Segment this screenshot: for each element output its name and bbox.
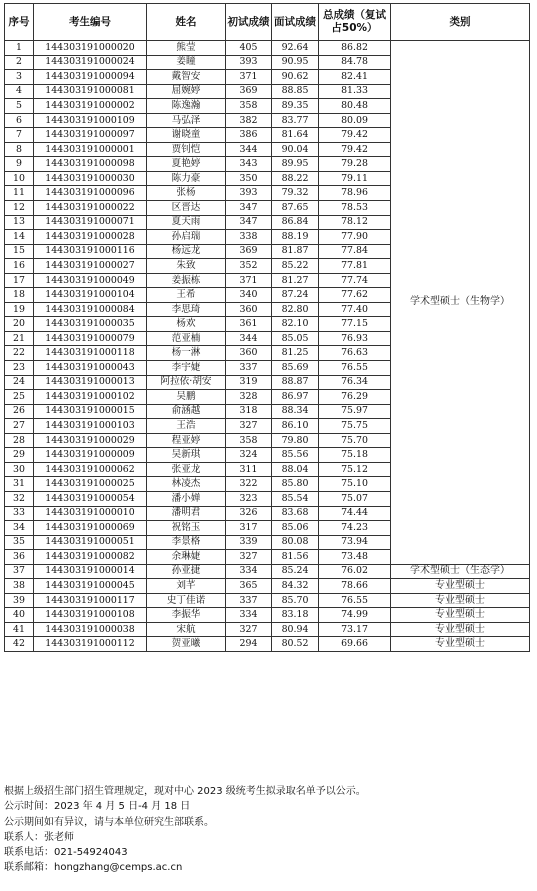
cell-total-score: 77.90: [319, 230, 391, 245]
cell-prelim-score: 360: [226, 302, 272, 317]
cell-prelim-score: 393: [226, 186, 272, 201]
cell-interview-score: 84.32: [272, 579, 319, 594]
cell-prelim-score: 358: [226, 433, 272, 448]
cell-name: 李振华: [147, 608, 226, 623]
cell-exam-no: 144303191000118: [34, 346, 147, 361]
cell-seq: 14: [5, 230, 34, 245]
cell-total-score: 73.17: [319, 622, 391, 637]
cell-total-score: 78.12: [319, 215, 391, 230]
cell-prelim-score: 311: [226, 462, 272, 477]
cell-exam-no: 144303191000071: [34, 215, 147, 230]
cell-exam-no: 144303191000104: [34, 288, 147, 303]
cell-exam-no: 144303191000035: [34, 317, 147, 332]
cell-prelim-score: 393: [226, 55, 272, 70]
cell-exam-no: 144303191000103: [34, 419, 147, 434]
cell-prelim-score: 344: [226, 331, 272, 346]
cell-interview-score: 81.64: [272, 128, 319, 143]
cell-total-score: 73.94: [319, 535, 391, 550]
cell-prelim-score: 319: [226, 375, 272, 390]
notice-line: 联系人：张老师: [4, 831, 74, 843]
header-interview-score: 面试成绩: [272, 4, 319, 41]
cell-prelim-score: 347: [226, 201, 272, 216]
cell-total-score: 81.33: [319, 84, 391, 99]
cell-name: 姜瞳: [147, 55, 226, 70]
cell-interview-score: 88.85: [272, 84, 319, 99]
cell-seq: 22: [5, 346, 34, 361]
cell-prelim-score: 327: [226, 550, 272, 565]
cell-exam-no: 144303191000082: [34, 550, 147, 565]
cell-interview-score: 85.22: [272, 259, 319, 274]
cell-exam-no: 144303191000102: [34, 390, 147, 405]
notice-line: 公示期间如有异议，请与本单位研究生部联系。: [4, 816, 214, 828]
table-row: [5, 637, 530, 652]
cell-name: 林凌杰: [147, 477, 226, 492]
cell-seq: 18: [5, 288, 34, 303]
cell-name: 阿拉依·胡安: [147, 375, 226, 390]
cell-seq: 35: [5, 535, 34, 550]
cell-exam-no: 144303191000084: [34, 302, 147, 317]
header-name: 姓名: [147, 4, 226, 41]
cell-seq: 38: [5, 579, 34, 594]
cell-interview-score: 85.69: [272, 361, 319, 376]
cell-interview-score: 80.08: [272, 535, 319, 550]
header-prelim-score: 初试成绩: [226, 4, 272, 41]
cell-prelim-score: 350: [226, 171, 272, 186]
cell-prelim-score: 405: [226, 41, 272, 56]
cell-prelim-score: 338: [226, 230, 272, 245]
cell-interview-score: 86.97: [272, 390, 319, 405]
cell-exam-no: 144303191000027: [34, 259, 147, 274]
cell-exam-no: 144303191000112: [34, 637, 147, 652]
cell-exam-no: 144303191000038: [34, 622, 147, 637]
cell-name: 孙启瑞: [147, 230, 226, 245]
cell-category: 专业型硕士: [391, 579, 530, 594]
cell-total-score: 74.99: [319, 608, 391, 623]
cell-total-score: 80.09: [319, 113, 391, 128]
cell-seq: 7: [5, 128, 34, 143]
cell-prelim-score: 322: [226, 477, 272, 492]
cell-interview-score: 90.62: [272, 70, 319, 85]
cell-exam-no: 144303191000117: [34, 593, 147, 608]
cell-name: 熊莹: [147, 41, 226, 56]
cell-seq: 5: [5, 99, 34, 114]
cell-prelim-score: 326: [226, 506, 272, 521]
cell-prelim-score: 343: [226, 157, 272, 172]
results-table: [4, 3, 530, 652]
cell-seq: 42: [5, 637, 34, 652]
cell-name: 区晋达: [147, 201, 226, 216]
cell-exam-no: 144303191000096: [34, 186, 147, 201]
cell-seq: 8: [5, 142, 34, 157]
cell-prelim-score: 358: [226, 99, 272, 114]
cell-name: 杨远龙: [147, 244, 226, 259]
cell-seq: 37: [5, 564, 34, 579]
notice-line: 联系电话：021-54924043: [4, 847, 128, 859]
notice-line: 根据上级招生部门招生管理规定，现对中心 2023 级统考生拟录取名单予以公示。: [4, 786, 366, 797]
cell-exam-no: 144303191000001: [34, 142, 147, 157]
cell-prelim-score: 317: [226, 521, 272, 536]
admission-list: [4, 3, 530, 652]
cell-seq: 36: [5, 550, 34, 565]
cell-name: 屈婉婷: [147, 84, 226, 99]
cell-prelim-score: 340: [226, 288, 272, 303]
cell-seq: 24: [5, 375, 34, 390]
cell-interview-score: 81.25: [272, 346, 319, 361]
cell-exam-no: 144303191000116: [34, 244, 147, 259]
cell-exam-no: 144303191000081: [34, 84, 147, 99]
cell-total-score: 76.55: [319, 361, 391, 376]
table-row: [5, 579, 530, 594]
cell-exam-no: 144303191000014: [34, 564, 147, 579]
header-exam-no: 考生编号: [34, 4, 147, 41]
cell-exam-no: 144303191000054: [34, 491, 147, 506]
cell-interview-score: 90.04: [272, 142, 319, 157]
cell-exam-no: 144303191000020: [34, 41, 147, 56]
cell-name: 陈逸瀚: [147, 99, 226, 114]
cell-total-score: 76.93: [319, 331, 391, 346]
cell-seq: 12: [5, 201, 34, 216]
cell-prelim-score: 369: [226, 244, 272, 259]
cell-seq: 6: [5, 113, 34, 128]
cell-interview-score: 88.34: [272, 404, 319, 419]
cell-name: 余琳婕: [147, 550, 226, 565]
cell-name: 吴鹏: [147, 390, 226, 405]
cell-total-score: 76.29: [319, 390, 391, 405]
cell-seq: 23: [5, 361, 34, 376]
cell-total-score: 77.15: [319, 317, 391, 332]
cell-name: 杨欢: [147, 317, 226, 332]
cell-exam-no: 144303191000030: [34, 171, 147, 186]
cell-interview-score: 89.35: [272, 99, 319, 114]
cell-name: 程亚婷: [147, 433, 226, 448]
cell-seq: 21: [5, 331, 34, 346]
cell-interview-score: 92.64: [272, 41, 319, 56]
cell-name: 吴新琪: [147, 448, 226, 463]
cell-total-score: 75.12: [319, 462, 391, 477]
cell-name: 朱致: [147, 259, 226, 274]
cell-seq: 19: [5, 302, 34, 317]
cell-total-score: 76.34: [319, 375, 391, 390]
cell-seq: 41: [5, 622, 34, 637]
cell-total-score: 79.28: [319, 157, 391, 172]
cell-category: 专业型硕士: [391, 637, 530, 652]
cell-total-score: 74.23: [319, 521, 391, 536]
cell-seq: 9: [5, 157, 34, 172]
cell-seq: 29: [5, 448, 34, 463]
cell-interview-score: 79.80: [272, 433, 319, 448]
cell-total-score: 79.11: [319, 171, 391, 186]
cell-name: 贾钊恺: [147, 142, 226, 157]
cell-name: 谢晓童: [147, 128, 226, 143]
cell-name: 范亚楠: [147, 331, 226, 346]
cell-name: 张亚龙: [147, 462, 226, 477]
cell-name: 夏艳婷: [147, 157, 226, 172]
header-category: 类别: [391, 4, 530, 41]
cell-prelim-score: 327: [226, 419, 272, 434]
cell-name: 祝铭玉: [147, 521, 226, 536]
cell-interview-score: 81.27: [272, 273, 319, 288]
cell-prelim-score: 339: [226, 535, 272, 550]
cell-name: 戴智安: [147, 70, 226, 85]
cell-seq: 1: [5, 41, 34, 56]
cell-prelim-score: 334: [226, 608, 272, 623]
cell-name: 陈力豪: [147, 171, 226, 186]
cell-name: 张杨: [147, 186, 226, 201]
cell-interview-score: 90.95: [272, 55, 319, 70]
cell-prelim-score: 371: [226, 70, 272, 85]
cell-seq: 10: [5, 171, 34, 186]
cell-prelim-score: 323: [226, 491, 272, 506]
cell-prelim-score: 369: [226, 84, 272, 99]
cell-interview-score: 80.52: [272, 637, 319, 652]
table-row: [5, 564, 530, 579]
cell-exam-no: 144303191000022: [34, 201, 147, 216]
cell-name: 姜振栋: [147, 273, 226, 288]
cell-interview-score: 87.65: [272, 201, 319, 216]
cell-total-score: 74.44: [319, 506, 391, 521]
cell-interview-score: 83.77: [272, 113, 319, 128]
cell-category: 学术型硕士（生态学）: [391, 564, 530, 579]
cell-exam-no: 144303191000051: [34, 535, 147, 550]
cell-total-score: 76.55: [319, 593, 391, 608]
cell-interview-score: 86.10: [272, 419, 319, 434]
cell-seq: 25: [5, 390, 34, 405]
cell-interview-score: 83.68: [272, 506, 319, 521]
cell-total-score: 73.48: [319, 550, 391, 565]
cell-seq: 31: [5, 477, 34, 492]
cell-prelim-score: 386: [226, 128, 272, 143]
cell-interview-score: 82.80: [272, 302, 319, 317]
cell-exam-no: 144303191000109: [34, 113, 147, 128]
cell-name: 贺亚曦: [147, 637, 226, 652]
cell-exam-no: 144303191000009: [34, 448, 147, 463]
cell-interview-score: 79.32: [272, 186, 319, 201]
cell-interview-score: 89.95: [272, 157, 319, 172]
cell-total-score: 77.84: [319, 244, 391, 259]
cell-exam-no: 144303191000010: [34, 506, 147, 521]
cell-category: 学术型硕士（生物学）: [391, 41, 530, 565]
cell-exam-no: 144303191000043: [34, 361, 147, 376]
cell-name: 俞涵越: [147, 404, 226, 419]
cell-total-score: 75.75: [319, 419, 391, 434]
cell-name: 李宇婕: [147, 361, 226, 376]
cell-total-score: 82.41: [319, 70, 391, 85]
table-row: [5, 622, 530, 637]
cell-interview-score: 85.06: [272, 521, 319, 536]
cell-total-score: 77.40: [319, 302, 391, 317]
cell-name: 潘小婵: [147, 491, 226, 506]
cell-interview-score: 85.56: [272, 448, 319, 463]
cell-seq: 30: [5, 462, 34, 477]
cell-total-score: 79.42: [319, 128, 391, 143]
cell-total-score: 75.97: [319, 404, 391, 419]
cell-total-score: 75.07: [319, 491, 391, 506]
cell-interview-score: 85.80: [272, 477, 319, 492]
cell-seq: 33: [5, 506, 34, 521]
cell-prelim-score: 360: [226, 346, 272, 361]
cell-total-score: 75.10: [319, 477, 391, 492]
cell-total-score: 84.78: [319, 55, 391, 70]
notice-line: 公示时间：2023 年 4 月 5 日-4 月 18 日: [4, 801, 191, 813]
cell-exam-no: 144303191000069: [34, 521, 147, 536]
cell-prelim-score: 352: [226, 259, 272, 274]
notice-text: [4, 784, 529, 876]
cell-exam-no: 144303191000025: [34, 477, 147, 492]
cell-interview-score: 85.54: [272, 491, 319, 506]
cell-exam-no: 144303191000079: [34, 331, 147, 346]
cell-interview-score: 81.87: [272, 244, 319, 259]
cell-name: 史丁佳诺: [147, 593, 226, 608]
cell-seq: 27: [5, 419, 34, 434]
cell-total-score: 79.42: [319, 142, 391, 157]
cell-prelim-score: 337: [226, 361, 272, 376]
cell-exam-no: 144303191000062: [34, 462, 147, 477]
cell-name: 夏天雨: [147, 215, 226, 230]
cell-interview-score: 80.94: [272, 622, 319, 637]
cell-prelim-score: 327: [226, 622, 272, 637]
cell-prelim-score: 337: [226, 593, 272, 608]
cell-exam-no: 144303191000024: [34, 55, 147, 70]
cell-interview-score: 81.56: [272, 550, 319, 565]
cell-interview-score: 87.24: [272, 288, 319, 303]
cell-seq: 39: [5, 593, 34, 608]
cell-seq: 11: [5, 186, 34, 201]
notice-line: 联系邮箱：hongzhang@cemps.ac.cn: [4, 862, 183, 874]
cell-interview-score: 85.05: [272, 331, 319, 346]
header-total-score: 总成绩（复试占50%）: [319, 4, 391, 41]
cell-prelim-score: 344: [226, 142, 272, 157]
table-row: [5, 593, 530, 608]
cell-total-score: 78.96: [319, 186, 391, 201]
cell-category: 专业型硕士: [391, 622, 530, 637]
cell-name: 王希: [147, 288, 226, 303]
cell-prelim-score: 318: [226, 404, 272, 419]
cell-interview-score: 88.22: [272, 171, 319, 186]
cell-exam-no: 144303191000098: [34, 157, 147, 172]
table-row: [5, 608, 530, 623]
cell-name: 马弘泽: [147, 113, 226, 128]
cell-seq: 20: [5, 317, 34, 332]
cell-seq: 15: [5, 244, 34, 259]
cell-seq: 32: [5, 491, 34, 506]
table-body: [5, 41, 530, 652]
cell-exam-no: 144303191000015: [34, 404, 147, 419]
cell-exam-no: 144303191000029: [34, 433, 147, 448]
cell-exam-no: 144303191000094: [34, 70, 147, 85]
cell-seq: 40: [5, 608, 34, 623]
cell-prelim-score: 328: [226, 390, 272, 405]
header-seq: 序号: [5, 4, 34, 41]
cell-total-score: 78.53: [319, 201, 391, 216]
cell-name: 李思琦: [147, 302, 226, 317]
cell-prelim-score: 294: [226, 637, 272, 652]
cell-total-score: 69.66: [319, 637, 391, 652]
cell-exam-no: 144303191000028: [34, 230, 147, 245]
cell-total-score: 77.62: [319, 288, 391, 303]
cell-seq: 16: [5, 259, 34, 274]
cell-prelim-score: 382: [226, 113, 272, 128]
cell-name: 宋航: [147, 622, 226, 637]
table-row: [5, 41, 530, 56]
cell-name: 李景格: [147, 535, 226, 550]
cell-name: 刘芊: [147, 579, 226, 594]
cell-exam-no: 144303191000049: [34, 273, 147, 288]
cell-exam-no: 144303191000097: [34, 128, 147, 143]
cell-seq: 2: [5, 55, 34, 70]
cell-seq: 17: [5, 273, 34, 288]
cell-interview-score: 88.04: [272, 462, 319, 477]
cell-seq: 3: [5, 70, 34, 85]
cell-prelim-score: 371: [226, 273, 272, 288]
cell-exam-no: 144303191000013: [34, 375, 147, 390]
cell-seq: 28: [5, 433, 34, 448]
cell-interview-score: 85.24: [272, 564, 319, 579]
header-row: [5, 4, 530, 41]
cell-interview-score: 88.19: [272, 230, 319, 245]
cell-exam-no: 144303191000108: [34, 608, 147, 623]
cell-name: 潘明君: [147, 506, 226, 521]
cell-total-score: 86.82: [319, 41, 391, 56]
cell-interview-score: 82.10: [272, 317, 319, 332]
cell-interview-score: 83.18: [272, 608, 319, 623]
cell-interview-score: 86.84: [272, 215, 319, 230]
cell-seq: 34: [5, 521, 34, 536]
cell-seq: 4: [5, 84, 34, 99]
cell-total-score: 80.48: [319, 99, 391, 114]
cell-total-score: 75.70: [319, 433, 391, 448]
cell-prelim-score: 324: [226, 448, 272, 463]
cell-name: 杨一淋: [147, 346, 226, 361]
cell-category: 专业型硕士: [391, 593, 530, 608]
cell-name: 孙亚捷: [147, 564, 226, 579]
cell-name: 王浩: [147, 419, 226, 434]
cell-total-score: 77.81: [319, 259, 391, 274]
cell-seq: 13: [5, 215, 34, 230]
cell-total-score: 78.66: [319, 579, 391, 594]
cell-prelim-score: 365: [226, 579, 272, 594]
cell-prelim-score: 361: [226, 317, 272, 332]
cell-total-score: 76.63: [319, 346, 391, 361]
cell-total-score: 75.18: [319, 448, 391, 463]
cell-exam-no: 144303191000045: [34, 579, 147, 594]
cell-seq: 26: [5, 404, 34, 419]
cell-interview-score: 88.87: [272, 375, 319, 390]
cell-prelim-score: 334: [226, 564, 272, 579]
cell-total-score: 77.74: [319, 273, 391, 288]
cell-prelim-score: 347: [226, 215, 272, 230]
cell-interview-score: 85.70: [272, 593, 319, 608]
cell-category: 专业型硕士: [391, 608, 530, 623]
cell-total-score: 76.02: [319, 564, 391, 579]
cell-exam-no: 144303191000002: [34, 99, 147, 114]
